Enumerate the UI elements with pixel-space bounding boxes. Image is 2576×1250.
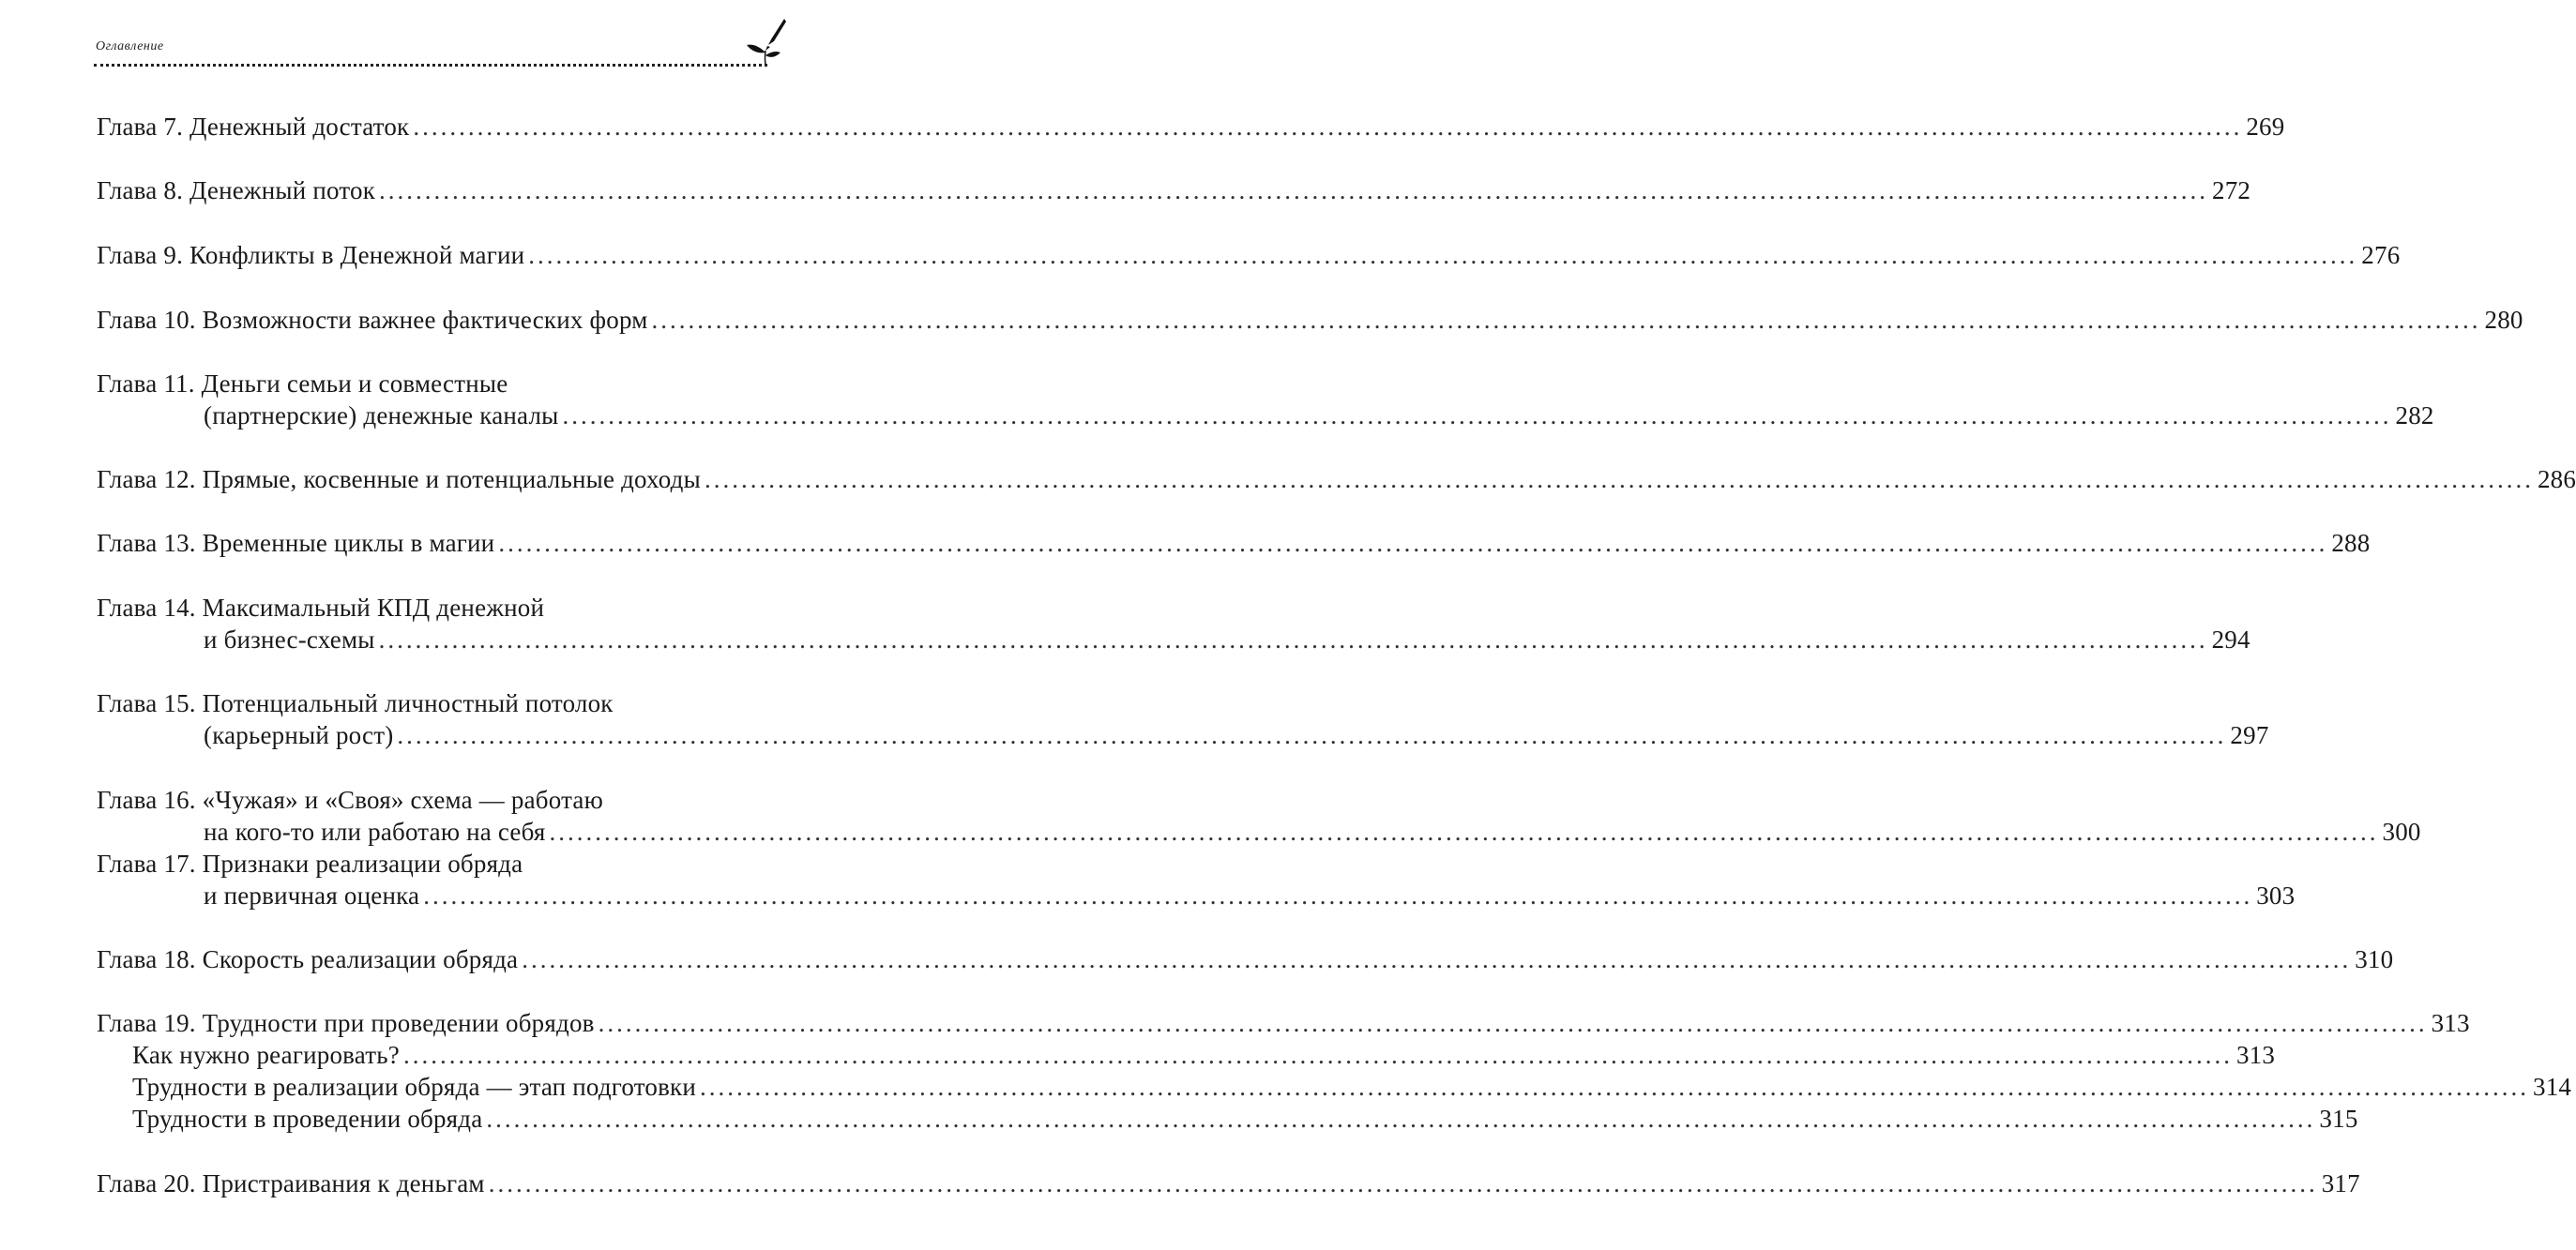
toc-entry-title: Трудности в проведении обряда [132, 1105, 483, 1133]
toc-page-number: 286 [2537, 465, 2576, 493]
toc-page-number: 315 [2319, 1105, 2358, 1133]
toc-entry-title: Глава 12. Прямые, косвенные и потенциальные доходы [97, 465, 701, 493]
toc-entry-title: Глава 11. Деньги семьи и совместные [97, 369, 508, 398]
toc-page-number: 314 [2533, 1073, 2572, 1101]
toc-page-number: 317 [2321, 1169, 2360, 1197]
toc-entry [97, 816, 2421, 848]
toc-leader-dots: ........................................................................................................................................................................................................ [423, 881, 2253, 910]
toc-leader-dots: ........................................................................................................................................................................................................ [598, 1009, 2428, 1037]
toc-entry [97, 399, 2434, 431]
toc-entry-title: Глава 8. Денежный поток [97, 176, 376, 204]
toc-entry-title: Глава 9. Конфликты в Денежной магии [97, 241, 525, 269]
toc-entry [97, 848, 777, 880]
toc-leader-dots: ........................................................................................................................................................................................................ [700, 1073, 2529, 1101]
toc-entry [97, 1103, 2358, 1135]
toc-entry-title: Глава 16. «Чужая» и «Своя» схема — работаю [97, 786, 603, 814]
toc-entry [97, 784, 777, 816]
toc-entry-title: Глава 17. Признаки реализации обряда [97, 850, 523, 878]
toc-entry [97, 1167, 2360, 1199]
toc-entry-title: Глава 18. Скорость реализации обряда [97, 945, 519, 973]
toc-entry-title: (партнерские) денежные каналы [204, 401, 559, 429]
toc-leader-dots: ........................................................................................................................................................................................................ [522, 945, 2352, 973]
toc-leader-dots: ........................................................................................................................................................................................................ [549, 818, 2379, 846]
toc-page-number: 280 [2484, 306, 2523, 334]
toc-entry [97, 943, 2394, 975]
toc-entry [97, 368, 777, 399]
toc-leader-dots: ........................................................................................................................................................................................................ [488, 1169, 2318, 1197]
toc-entry-title: Глава 14. Максимальный КПД денежной [97, 594, 545, 622]
toc-leader-dots: ........................................................................................................................................................................................................ [397, 721, 2227, 749]
toc-entry [97, 527, 2371, 559]
toc-entry [97, 624, 2250, 655]
toc-page-number: 282 [2395, 401, 2434, 429]
toc-page-number: 294 [2211, 625, 2250, 654]
toc-entry [97, 687, 777, 719]
toc-entry [97, 880, 2296, 911]
toc-entry [97, 719, 2269, 751]
toc-page-number: 300 [2382, 818, 2421, 846]
toc-leader-dots: ........................................................................................................................................................................................................ [378, 625, 2208, 654]
toc-entry-title: и первичная оценка [204, 881, 420, 910]
toc-page-number: 288 [2331, 529, 2371, 557]
toc-page-number: 303 [2256, 881, 2296, 910]
toc-page-number: 313 [2431, 1009, 2470, 1037]
toc-entry [97, 111, 2285, 143]
toc-entry [97, 592, 777, 624]
toc-entry-title: Глава 7. Денежный достаток [97, 113, 410, 141]
toc-leader-dots: ........................................................................................................................................................................................................ [651, 306, 2481, 334]
toc-entry-title: Глава 19. Трудности при проведении обрядов [97, 1009, 595, 1037]
toc-leader-dots: ........................................................................................................................................................................................................ [704, 465, 2534, 493]
toc-page-number: 272 [2212, 176, 2251, 204]
toc-entry-title: Глава 20. Пристраивания к деньгам [97, 1169, 485, 1197]
toc-page-number: 313 [2235, 1041, 2276, 1069]
toc-entry [97, 239, 2401, 271]
toc-entry [97, 1039, 2276, 1071]
toc-page-number: 276 [2361, 241, 2401, 269]
toc-entry [97, 174, 2251, 206]
toc-entry [97, 1007, 2470, 1039]
toc-leader-dots: ........................................................................................................................................................................................................ [379, 176, 2209, 204]
toc-entry [97, 463, 2576, 495]
toc-leader-dots: ........................................................................................................................................................................................................ [402, 1041, 2233, 1069]
pen-with-leaves-icon [743, 17, 788, 66]
toc-page-number: 310 [2355, 945, 2394, 973]
toc-leader-dots: ........................................................................................................................................................................................................ [486, 1105, 2316, 1133]
toc-entry-title: Глава 13. Временные циклы в магии [97, 529, 495, 557]
toc-entry [97, 1071, 2572, 1103]
toc-entry-title: Глава 10. Возможности важнее фактических форм [97, 306, 648, 334]
toc-leader-dots: ........................................................................................................................................................................................................ [413, 113, 2243, 141]
toc-page-number: 269 [2246, 113, 2285, 141]
header-dotted-rule [94, 64, 767, 67]
toc-leader-dots: ........................................................................................................................................................................................................ [498, 529, 2328, 557]
toc-entry-title: Глава 15. Потенциальный личностный потолок [97, 689, 614, 717]
toc-entry-title: на кого-то или работаю на себя [204, 818, 546, 846]
page-header [94, 38, 767, 69]
toc-entry [97, 304, 2523, 336]
toc-page-number: 297 [2230, 721, 2269, 749]
header-title: Оглавление [96, 39, 164, 53]
toc-entry-title: и бизнес-схемы [204, 625, 375, 654]
toc-leader-dots: ........................................................................................................................................................................................................ [562, 401, 2392, 429]
toc-entry-title: Трудности в реализации обряда — этап подготовки [132, 1073, 696, 1101]
toc-entry-title: Как нужно реагировать? [132, 1041, 400, 1069]
toc-leader-dots: ........................................................................................................................................................................................................ [528, 241, 2358, 269]
toc-entry-title: (карьерный рост) [204, 721, 394, 749]
